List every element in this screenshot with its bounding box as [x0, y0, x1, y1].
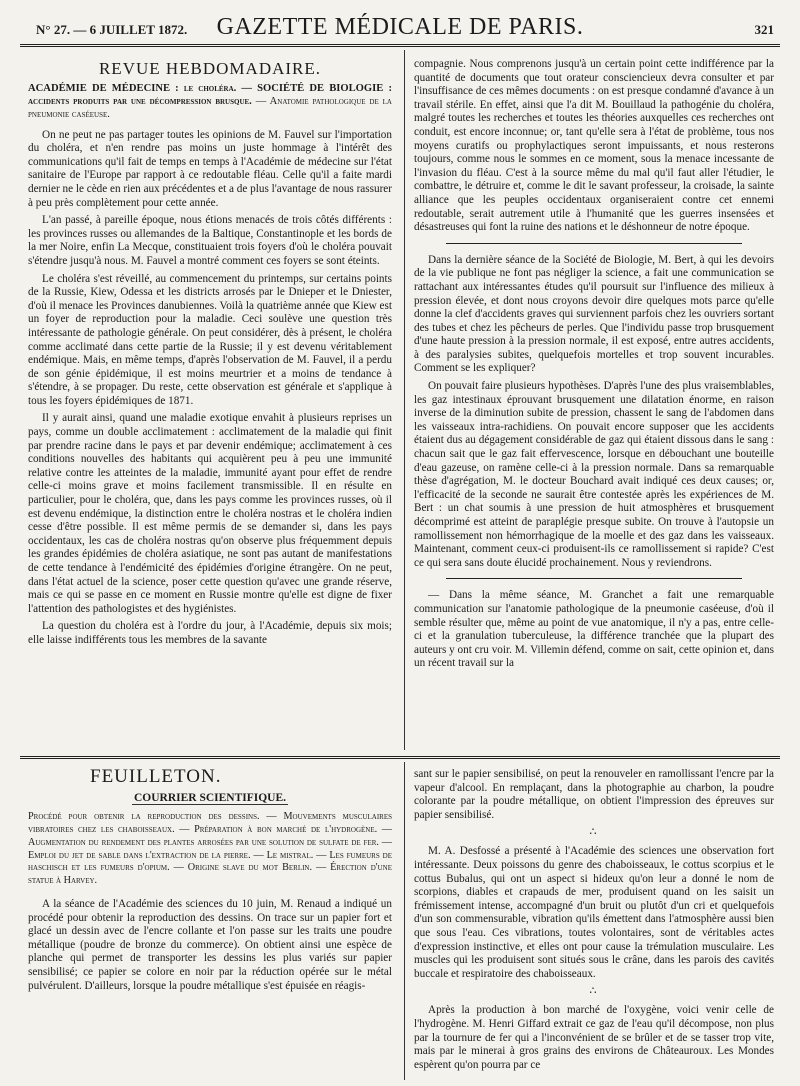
page-number: 321: [754, 22, 774, 37]
revue-subtitle-main: ACADÉMIE DE MÉDECINE : le choléra. — SOCIÉTÉ DE BIOLOGIE : accidents produits par une décompression brusque.: [28, 82, 392, 107]
feuilleton-summary: Procédé pour obtenir la reproduction des dessins. — Mouvements musculaires vibratoires chez les chaboisseaux. — Préparation à bon marché de l'hydrogène. — Augmentation du rendement des plantes arrosées par une solution de sulfate de fer. — Emploi du jet de sable dans l'extraction de la pierre. — Le mistral. — Les fumeurs de haschisch et les fumeurs d'opium. — Origine slave du mot Berlin. — Érection d'une statue à Harvey.: [28, 811, 392, 887]
column-divider-bottom: [404, 762, 405, 1080]
revue-paragraph: Le choléra s'est réveillé, au commencement du printemps, sur certains points de la Russie, Kiew, Odessa et les districts arrosés par le Dnieper et le Dniester, d'où il menace les Provinces danubiennes. Voilà la quatrième année que Kiew est un foyer de reproduction pour la maladie. Ceci soulève une question très intéressante de pathologie générale. On peut considérer, dès à présent, le choléra comme acclimaté dans cette partie de la Russie; il y est devenu véritablement endémique. Mais, en même temps, d'après l'observation de M. Fauvel, il a perdu de son génie épidémique, il est moins meurtrier et a moins de tendance à s'étendre, à se propager. Du reste, cette observation est générale et s'applique à tous les foyers épidémiques de 1871.: [28, 272, 392, 407]
article-paragraph: Dans la dernière séance de la Société de Biologie, M. Bert, à qui les devoirs de la vie publique ne font pas négliger la science, a fait une communication se rattachant aux intéressantes études qu'il poursuit sur l'influence des milieux à pression élevée, et dont nous croyons devoir dire quelques mots parce qu'elle donne la clef d'accidents graves qui surviennent parfois chez les ouvriers sortant des tubes et chez les pêcheurs de perles. Que l'individu passe trop brusquement d'une haute pression à la pression normale, il est exposé, entre autres accidents, à des paralysies subites, quelquefois mortelles et trop souvent incurables. Comment se les expliquer?: [414, 253, 774, 375]
feuilleton-rule: [20, 756, 780, 759]
section-separator: [446, 578, 741, 579]
feuilleton-paragraph: M. A. Desfossé a présenté à l'Académie des sciences une observation fort intéressante. Deux poissons du genre des chaboisseaux, le cottus scorpius et le cottus Bubalus, qui ont un aspect si hideux qu'on leur a donné le nom de scorpions, diables et crapauds de mer, produisent quand on les saisit un frémissement intense, accompagné d'un bruit ou plutôt d'un cri et quelquefois d'un son commensurable, vibration qu'ils émettent dans l'atmosphère aussi bien que sous l'eau. Ces vibrations, toutes volontaires, sont de véritables actes d'expression instinctive, et elles ont pour cause la trémulation musculaire. Les muscles qui les produisent sont situés sous le crâne, dans les parois des cavités buccale et respiratoire des chaboisseaux.: [414, 845, 774, 980]
revue-subtitle-tail: — Anatomie pathologique de la pneumonie caséeuse.: [28, 95, 392, 120]
feuilleton-column: [28, 768, 392, 1080]
newspaper-title: GAZETTE MÉDICALE DE PARIS.: [216, 14, 584, 40]
feuilleton-paragraph: A la séance de l'Académie des sciences du 10 juin, M. Renaud a indiqué un procédé pour obtenir la reproduction des dessins. On trace sur un papier fort et glacé un dessin avec de l'encre collante et l'on passe sur les traits une poudre métallique (poudre de bronze du commerce). On obtient ainsi une espèce de planche qui permet de transporter les dessins les plus variés sur papier sensibilisé; ce papier se colore en noir par la réduction opérée sur le métal pulvérulent. D'ailleurs, lorsque la poudre métallique s'est épuisée en réagis-: [28, 897, 392, 992]
asterism-separator: ∴: [589, 985, 599, 998]
revue-paragraph: L'an passé, à pareille époque, nous étions menacés de trois côtés différents : les provinces russes ou allemandes de la Baltique, Constantinople et les bords de la mer Noire, enfin La Mecque, constituaient trois foyers d'où le choléra pouvait s'étendre jusqu'à nous. M. Fauvel a montré comment ces foyers se sont éteints.: [28, 214, 392, 267]
revue-subtitle: [28, 82, 392, 121]
article-paragraph: — Dans la même séance, M. Granchet a fait une remarquable communication sur l'anatomie pathologique de la pneumonie caséeuse, d'où il semble résulter que, même au point de vue anatomique, il n'y a pas, entre celle-ci et la granulation tuberculeuse, la différence tranchée que la plupart des auteurs y ont cru voir. M. Villemin défend, comme on sait, cette opinion et, dans un récent travail sur la: [414, 589, 774, 670]
feuilleton-title: FEUILLETON.: [90, 768, 222, 787]
column-divider-top: [404, 50, 405, 750]
article-paragraph: compagnie. Nous comprenons jusqu'à un certain point cette indifférence par la quantité de documents que tout orateur consciencieux devra consulter et par l'insuffisance de ces mêmes documents : on est presque condamné d'avance à un travail stérile. En effet, ainsi que l'a dit M. Bouillaud la pathogénie du choléra, malgré toutes les recherches et toutes les théories auxquelles ces recherches ont conduit, est encore inconnue; or, tant qu'elle sera à l'état de problème, tous nos moyens curatifs ou prophylactiques seront impuissants, et nous resterons toujours, comme nous le sommes en ce moment, sous la menace incessante de l'invasion du fléau. C'est à la source même du mal qu'il faut aller l'étudier, le combattre, le détruire et, comme le dit le savant professeur, la croisade, la sainte alliance que les peuples occidentaux organiseraient contre cet ennemi redoutable, serait autrement utile à l'humanité que les guerres insensées et désastreuses qui font la ruine des nations et le déshonneur de notre époque.: [414, 58, 774, 234]
courrier-heading: [28, 792, 392, 806]
section-separator: [446, 243, 741, 244]
revue-title: REVUE HEBDOMADAIRE.: [98, 62, 322, 78]
feuilleton-paragraph: sant sur le papier sensibilisé, on peut la renouveler en ramollissant l'encre par la vapeur d'alcool. En remplaçant, dans la photographie au charbon, la poudre colorante par la poudre métallique, on obtient l'impression des épreuves sur papier sensibilisé.: [414, 768, 774, 821]
page-header: [20, 14, 780, 40]
asterism-separator: ∴: [589, 826, 599, 839]
issue-number-date: N° 27. — 6 JUILLET 1872.: [36, 22, 188, 37]
article-paragraph: On pouvait faire plusieurs hypothèses. D'après l'une des plus vraisemblables, les gaz intestinaux éprouvant brusquement une dilatation énorme, en raison inverse de la diminution subite de pression, chassent le sang de l'abdomen dans les vaisseaux intra-rachidiens. On pouvait encore supposer que les accidents étaient dus au dégagement considérable de gaz qui étaient dissous dans le sang : chacun sait que le gaz fait effervescence, lorsque en débouchant une bouteille d'eau gazeuse, on ramène celle-ci à la pression normale. Dans sa remarquable thèse d'agrégation, M. le docteur Bouchard avait indiqué ces deux causes; or, l'efficacité de la seconde ne saurait être contestée après les expériences de M. Bert : un chat soumis à une pression de huit atmosphères et brusquement décomprimé est atteint de paraplégie presque subite. On trouve à l'autopsie un ramollissement non hémorrhagique de la moelle et des gaz dans les vaisseaux. Maintenant, comment ceux-ci produisent-ils ce ramollissement si rapide? C'est ce qui sera sans doute élucidé prochainement. Nous y reviendrons.: [414, 380, 774, 569]
courrier-label: COURRIER SCIENTIFIQUE.: [133, 791, 287, 804]
right-column-top: [414, 58, 774, 752]
revue-paragraph: Il y aurait ainsi, quand une maladie exotique envahit à plusieurs reprises un pays, comme un double acclimatement : acclimatement de la maladie qui finit par prendre racine dans le pays et par devenir endémique; acclimatement à ces conditions nouvelles des habitants qui acquièrent peu à peu une immunité relative contre les atteintes de la maladie, immunité ayant pour effet de rendre celle-ci moins grave et moins facilement transmissible. Il en résulte en particulier, pour le choléra, que, dans les pays comme les provinces russes, où il est devenu endémique, la distinction entre le choléra nostras et le choléra indien cesse d'être possible. Il est même permis de se demander si, dans les pays occidentaux, les cas de choléra nostras qu'on observe plus fréquemment depuis les grandes épidémies de choléra asiatique, ne sont pas autant de manifestations de cette tendance à l'endémicité des épidémies d'origine étrangère. On ne peut, dans l'état actuel de la science, poser cette question qu'avec une grande réserve, mais ce qui se passe en ce moment en Russie montre qu'elle est digne de fixer l'attention des pathologistes et des hygiénistes.: [28, 412, 392, 615]
revue-paragraph: La question du choléra est à l'ordre du jour, à l'Académie, depuis six mois; elle laisse indifférents tous les membres de la savante: [28, 620, 392, 646]
header-rule: [20, 44, 780, 47]
feuilleton-paragraph: Après la production à bon marché de l'oxygène, voici venir celle de l'hydrogène. M. Henri Giffard extrait ce gaz de l'eau qu'il décompose, non plus par la tournure de fer qui a l'inconvénient de se brûler et de se tasser trop vite, mais par le minerai à gros grains des environs de Châteauroux. Les Mondes espèrent qu'on pourra par ce: [414, 1004, 774, 1071]
revue-paragraph: On ne peut ne pas partager toutes les opinions de M. Fauvel sur l'importation du choléra, et n'en rendre pas moins un juste hommage à l'intérêt des communications qu'il fait de temps en temps à l'Académie de médecine sur l'état sanitaire de l'Europe par rapport à ce redoutable fléau. Celle qu'il a faite mardi dernier ne le cède en rien aux précédentes et a de plus l'avantage de nous rassurer à peu près complètement pour cette année.: [28, 128, 392, 209]
revue-column: [28, 62, 392, 752]
feuilleton-right-column: [414, 768, 774, 1080]
